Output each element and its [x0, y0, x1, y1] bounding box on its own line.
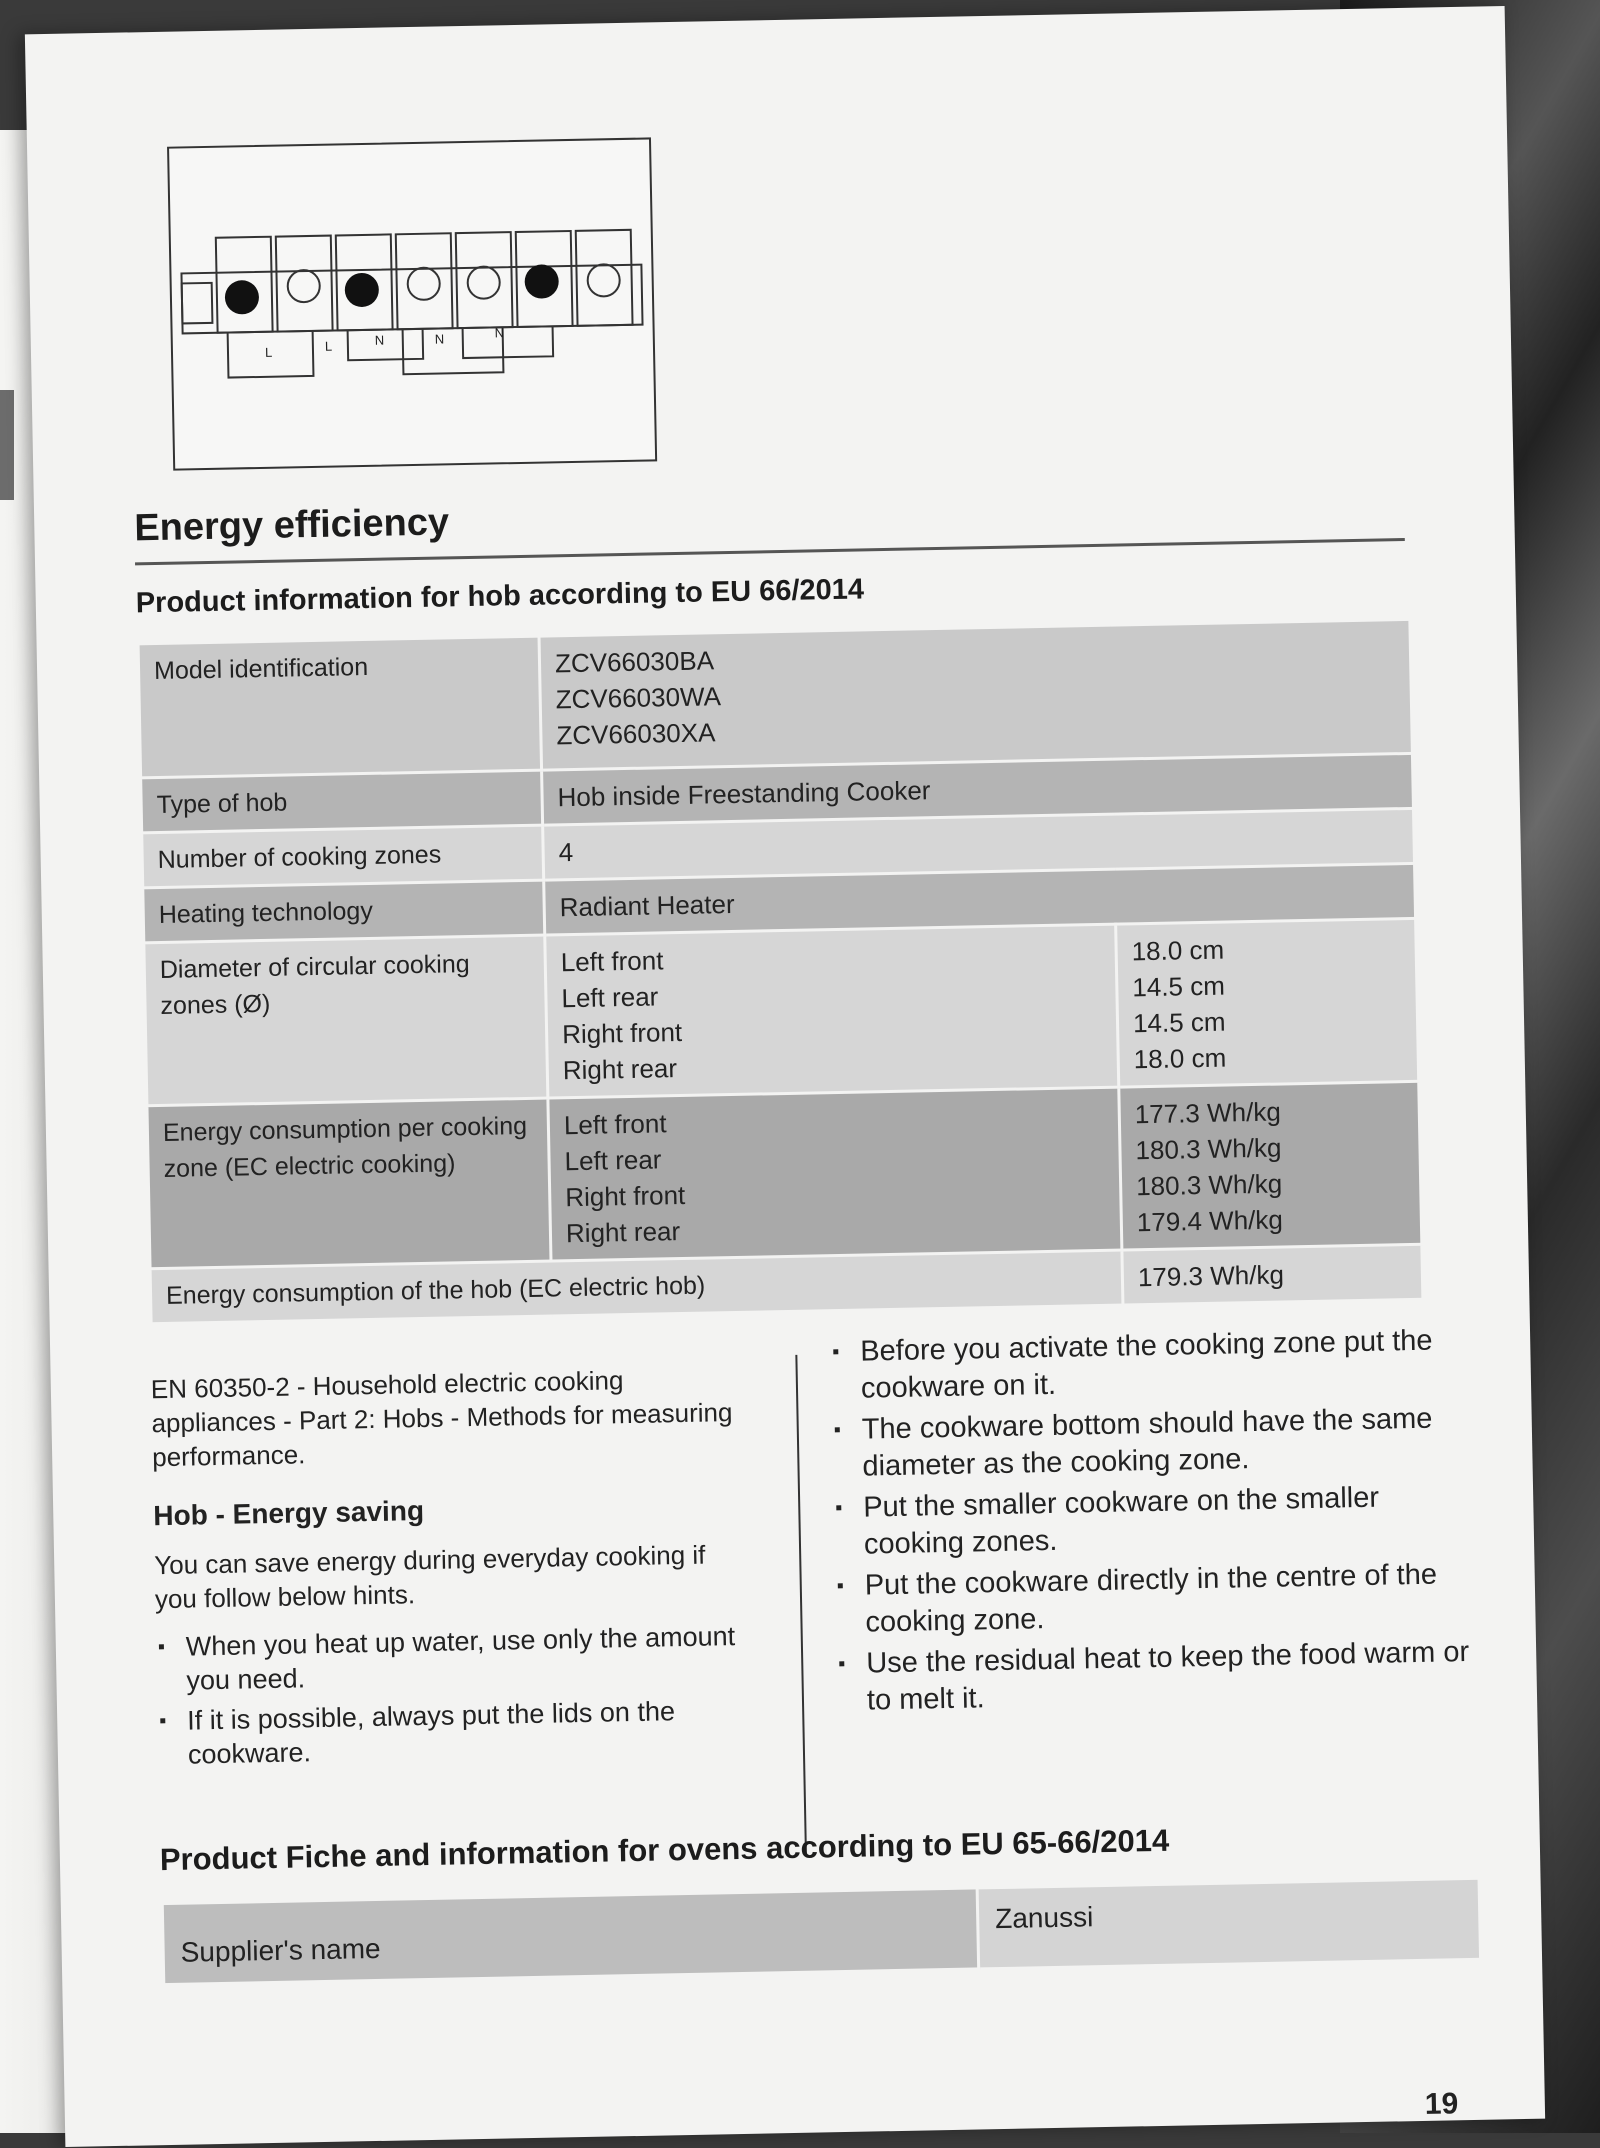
table-row — [144, 918, 1419, 1105]
zone-value: 14.5 cm — [1132, 970, 1226, 1003]
zone-name: Left rear — [564, 1144, 662, 1177]
energy-saving-intro: You can save energy during everyday cooking if you follow below hints. — [153, 1539, 706, 1615]
terminal-label: N — [374, 332, 385, 348]
manual-page — [25, 6, 1545, 2147]
list-item: ▪ Put the smaller cookware on the smaller cooking zones. — [863, 1478, 1474, 1564]
row-label: Type of hob — [141, 770, 543, 833]
model-number: ZCV66030XA — [556, 717, 716, 751]
energy-saving-heading: Hob - Energy saving — [153, 1495, 425, 1532]
row-value: 4 — [543, 808, 1415, 880]
zone-value: 177.3 Wh/kg — [1134, 1096, 1282, 1130]
row-label: Diameter of circular cooking zones (Ø) — [144, 935, 548, 1106]
zone-name: Right front — [561, 1016, 683, 1050]
row-value: Hob inside Freestanding Cooker — [542, 753, 1414, 825]
row-value: Zanussi — [977, 1878, 1480, 1969]
list-item: ▪ When you heat up water, use only the amount you need. — [186, 1619, 757, 1698]
row-value: 179.3 Wh/kg — [1122, 1244, 1423, 1305]
hint-list — [156, 1619, 759, 1772]
row-label: Energy consumption of the hob (EC electric hob) — [150, 1250, 1123, 1324]
list-item: ▪ If it is possible, always put the lids on the cookware. — [187, 1693, 758, 1772]
left-column — [151, 1361, 759, 1778]
row-value — [539, 619, 1412, 770]
list-item: ▪ Before you activate the cooking zone put the cookware on it. — [860, 1322, 1471, 1408]
zone-name: Right rear — [565, 1216, 681, 1249]
oven-fiche-table — [161, 1877, 1482, 1986]
zone-names — [545, 924, 1119, 1098]
zone-name: Right rear — [562, 1053, 678, 1086]
zone-value: 18.0 cm — [1131, 934, 1225, 967]
zone-name: Left rear — [561, 981, 659, 1014]
table-row — [162, 1878, 1480, 1984]
standard-reference: EN 60350-2 - Household electric cooking appliances - Part 2: Hobs - Methods for measuring performance. — [150, 1365, 733, 1473]
terminal-block-illustration — [169, 139, 655, 468]
list-item: ▪ The cookware bottom should have the same diameter as the cooking zone. — [861, 1400, 1472, 1486]
hint-list — [830, 1322, 1477, 1720]
zone-values — [1119, 1081, 1422, 1250]
zone-value: 180.3 Wh/kg — [1135, 1132, 1282, 1166]
terminal-label: N — [434, 331, 445, 347]
zone-name: Right front — [564, 1179, 686, 1213]
row-label: Model identification — [138, 636, 541, 778]
right-column — [830, 1322, 1477, 1724]
zone-value: 179.4 Wh/kg — [1136, 1204, 1284, 1238]
section-tab — [0, 390, 14, 500]
zone-value: 14.5 cm — [1132, 1006, 1226, 1039]
terminal-label: L — [324, 338, 333, 354]
table-title: Product information for hob according to EU 66/2014 — [135, 573, 865, 620]
terminal-label: L — [264, 344, 273, 360]
table-row — [147, 1081, 1422, 1268]
terminal-label: N — [494, 325, 505, 341]
page-number: 19 — [1424, 2087, 1459, 2121]
row-label: Number of cooking zones — [142, 825, 544, 888]
model-number: ZCV66030WA — [555, 681, 722, 715]
zone-value: 180.3 Wh/kg — [1135, 1168, 1283, 1202]
zone-values — [1116, 918, 1419, 1087]
column-divider — [795, 1355, 807, 1855]
hob-info-table — [137, 618, 1425, 1325]
list-item: ▪ Put the cookware directly in the centre of the cooking zone. — [864, 1556, 1475, 1642]
row-value: Radiant Heater — [544, 863, 1416, 935]
zone-value: 18.0 cm — [1133, 1042, 1227, 1075]
zone-names — [548, 1087, 1122, 1261]
terminal-block-diagram — [167, 137, 657, 470]
zone-name: Left front — [560, 945, 664, 978]
row-label: Energy consumption per cooking zone (EC electric cooking) — [147, 1098, 551, 1269]
page-title: Energy efficiency — [133, 501, 450, 550]
row-label: Supplier's name — [162, 1888, 978, 1985]
table-row — [138, 619, 1412, 777]
row-label: Heating technology — [143, 880, 545, 943]
list-item: ▪ Use the residual heat to keep the food warm or to melt it. — [866, 1634, 1477, 1720]
oven-section-title: Product Fiche and information for ovens according to EU 65-66/2014 — [159, 1822, 1170, 1878]
model-number: ZCV66030BA — [554, 645, 715, 679]
zone-name: Left front — [563, 1108, 667, 1141]
